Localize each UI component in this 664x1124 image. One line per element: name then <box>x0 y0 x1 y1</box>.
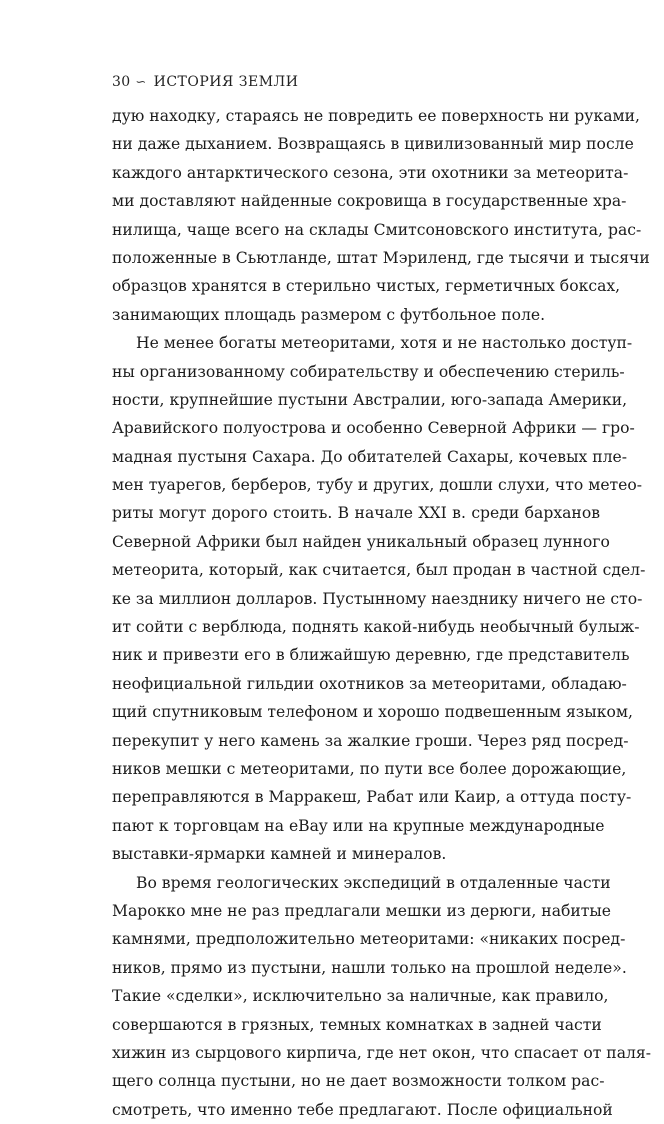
text-line: занимающих площадь размером с футбольное поле. <box>112 305 546 324</box>
text-line: ник и привезти его в ближайшую деревню, где представитель <box>112 646 630 665</box>
text-line: смотреть, что именно тебе предлагают. После официальной <box>112 1100 613 1119</box>
paragraph <box>112 329 646 868</box>
text-line: образцов хранятся в стерильно чистых, герметичных боксах, <box>112 277 621 296</box>
text-line: Во время геологических экспедиций в отдаленные части <box>136 873 611 892</box>
body-text <box>112 102 651 1124</box>
book-page <box>112 64 651 1124</box>
text-line: положенные в Сьютланде, штат Мэриленд, где тысячи и тысячи <box>112 248 650 267</box>
text-line: ников мешки с метеоритами, по пути все более дорожающие, <box>112 759 627 778</box>
text-line: щего солнца пустыни, но не дает возможности толком рас- <box>112 1072 605 1091</box>
page-number: 30 <box>112 74 131 90</box>
running-head <box>112 64 600 100</box>
paragraph <box>112 102 650 329</box>
text-line: Марокко мне не раз предлагали мешки из дерюги, набитые <box>112 901 612 920</box>
text-line: ни даже дыханием. Возвращаясь в цивилизованный мир после <box>112 135 634 154</box>
text-line: ке за миллион долларов. Пустынному наезднику ничего не сто- <box>112 589 643 608</box>
text-line: Такие «сделки», исключительно за наличные, как правило, <box>112 987 609 1006</box>
text-line: перекупит у него камень за жалкие гроши. Через ряд посред- <box>112 731 629 750</box>
text-line: мадная пустыня Сахара. До обитателей Сахары, кочевых пле- <box>112 447 628 466</box>
text-line: хижин из сырцового кирпича, где нет окон, что спасает от паля- <box>112 1043 651 1062</box>
text-line: дую находку, стараясь не повредить ее поверхность ни руками, <box>112 107 640 125</box>
text-line: ны организованному собирательству и обеспечению стериль- <box>112 362 625 381</box>
text-line: переправляются в Марракеш, Рабат или Каир, а оттуда посту- <box>112 788 632 807</box>
ornament-swash-icon: ∽ <box>135 74 147 90</box>
chapter-title: ИСТОРИЯ ЗЕМЛИ <box>153 74 299 90</box>
text-line: ит сойти с верблюда, поднять какой-нибудь необычный булыж- <box>112 618 640 637</box>
text-line: щий спутниковым телефоном и хорошо подвешенным языком, <box>112 703 633 722</box>
text-line: каждого антарктического сезона, эти охотники за метеорита- <box>112 163 629 182</box>
paragraph <box>112 869 651 1124</box>
text-line: пают к торговцам на eBay или на крупные международные <box>112 816 605 835</box>
text-line: Не менее богаты метеоритами, хотя и не настолько доступ- <box>136 334 633 353</box>
text-line: совершаются в грязных, темных комнатках в задней части <box>112 1015 602 1034</box>
text-line: выставки-ярмарки камней и минералов. <box>112 845 447 864</box>
text-line: неофициальной гильдии охотников за метеоритами, обладаю- <box>112 674 627 693</box>
text-line: нилища, чаще всего на склады Смитсоновского института, рас- <box>112 220 642 239</box>
text-line: риты могут дорого стоить. В начале XXI в. среди барханов <box>112 504 600 523</box>
text-line: Северной Африки был найден уникальный образец лунного <box>112 532 610 551</box>
text-line: ми доставляют найденные сокровища в государственные хра- <box>112 192 627 211</box>
text-line: мен туарегов, берберов, тубу и других, дошли слухи, что метео- <box>112 476 643 495</box>
text-line: ности, крупнейшие пустыни Австралии, юго-запада Америки, <box>112 390 628 409</box>
text-line: Аравийского полуострова и особенно Северной Африки — гро- <box>112 419 635 438</box>
text-line: камнями, предположительно метеоритами: «никаких посред- <box>112 930 626 949</box>
text-line: метеорита, который, как считается, был продан в частной сдел- <box>112 561 646 580</box>
text-line: ников, прямо из пустыни, нашли только на прошлой неделе». <box>112 958 627 977</box>
